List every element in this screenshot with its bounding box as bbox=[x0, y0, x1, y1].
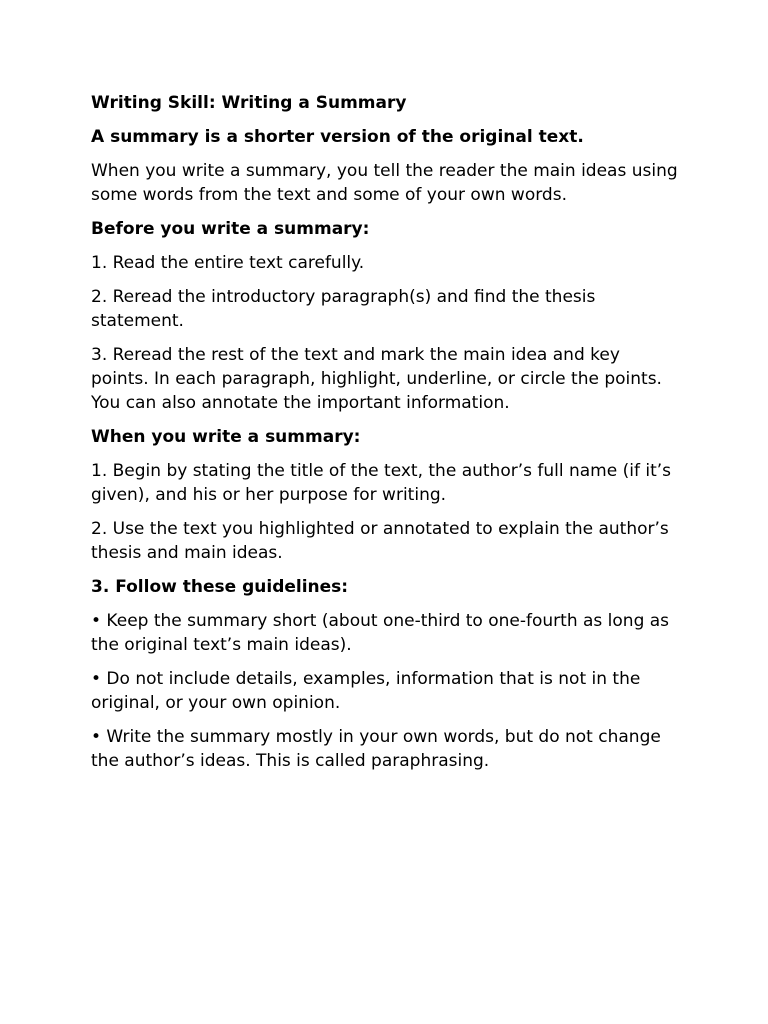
when-heading: When you write a summary: bbox=[91, 427, 361, 447]
when-step-2: 2. Use the text you highlighted or annotated to explain the author’s thesis and main ideas. bbox=[91, 519, 669, 563]
intro-paragraph: When you write a summary, you tell the reader the main ideas using some words from the text and some of your own words. bbox=[91, 161, 678, 205]
before-step-1: 1. Read the entire text carefully. bbox=[91, 253, 365, 273]
summary-definition: A summary is a shorter version of the original text. bbox=[91, 127, 584, 147]
guideline-3: • Write the summary mostly in your own words, but do not change the author’s ideas. This is called paraphrasing. bbox=[91, 727, 661, 771]
before-heading: Before you write a summary: bbox=[91, 219, 370, 239]
guidelines-heading: 3. Follow these guidelines: bbox=[91, 577, 349, 597]
before-step-3: 3. Reread the rest of the text and mark the main idea and key points. In each paragraph, highlight, underline, or circle the points. You can also annotate the important information. bbox=[91, 345, 662, 413]
document-page bbox=[91, 91, 681, 783]
guideline-1: • Keep the summary short (about one-third to one-fourth as long as the original text’s main ideas). bbox=[91, 611, 670, 655]
guideline-2: • Do not include details, examples, information that is not in the original, or your own opinion. bbox=[91, 669, 641, 713]
when-step-1: 1. Begin by stating the title of the text, the author’s full name (if it’s given), and his or her purpose for writing. bbox=[91, 461, 671, 505]
before-step-2: 2. Reread the introductory paragraph(s) and find the thesis statement. bbox=[91, 287, 596, 331]
page-title: Writing Skill: Writing a Summary bbox=[91, 93, 407, 113]
